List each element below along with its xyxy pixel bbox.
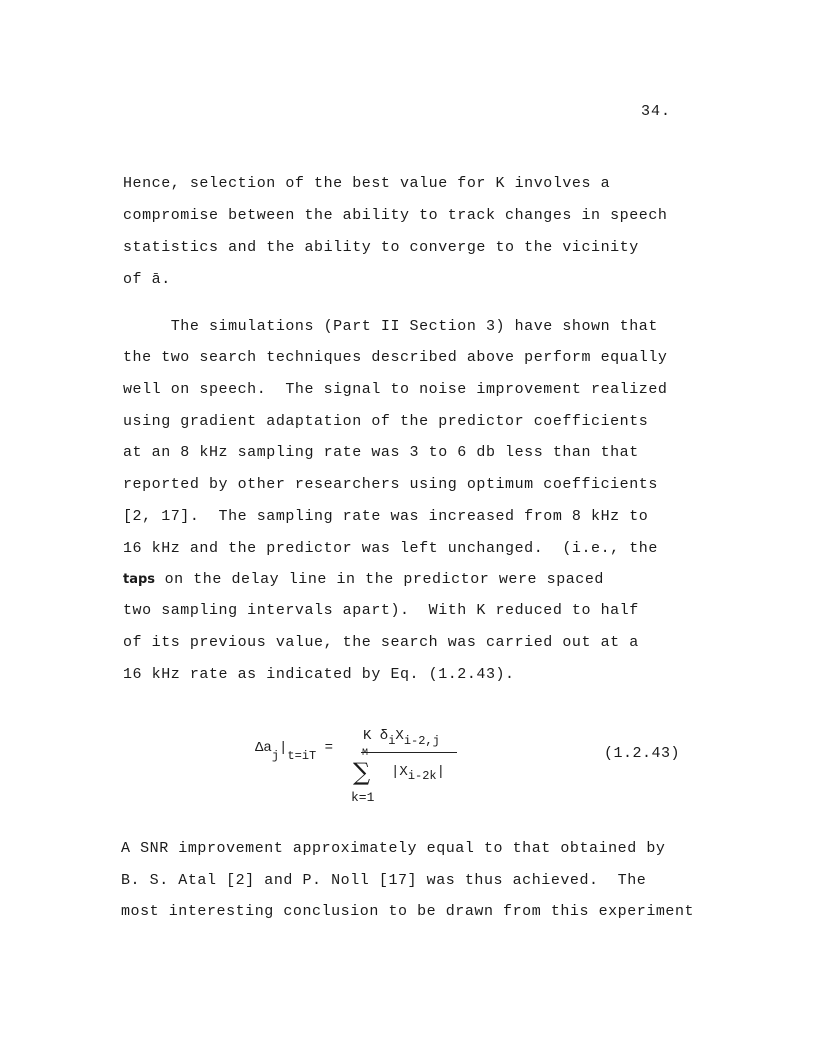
text-line-rest: on the delay line in the predictor were spaced: [155, 571, 604, 588]
equation-denominator: [391, 764, 446, 783]
sigma-icon: ∑: [353, 758, 371, 786]
text-line: the two search techniques described above perform equally: [123, 349, 668, 366]
text-line: two sampling intervals apart). With K reduced to half: [123, 602, 639, 619]
bold-word-taps: taps: [123, 572, 156, 587]
equation-1-2-43: [255, 728, 695, 812]
text-line: at an 8 kHz sampling rate was 3 to 6 db less than that: [123, 444, 639, 461]
text-line: B. S. Atal [2] and P. Noll [17] was thus achieved. The: [121, 872, 647, 889]
denominator-x: |X: [391, 764, 408, 780]
text-line: well on speech. The signal to noise improvement realized: [123, 381, 668, 398]
numerator-subscript-i: i: [388, 734, 396, 748]
page-number: 34.: [641, 103, 672, 120]
equation-number: (1.2.43): [604, 745, 681, 762]
denominator-subscript: i-2k: [407, 769, 437, 783]
text-line: most interesting conclusion to be drawn from this experiment: [121, 903, 695, 920]
numerator-k-delta: K δ: [363, 728, 389, 744]
sum-upper-limit: M: [362, 748, 369, 759]
text-line: The simulations (Part II Section 3) have shown that: [123, 318, 658, 335]
subscript-j: j: [271, 749, 280, 763]
text-line: [123, 570, 604, 590]
text-line: of ā.: [123, 271, 171, 288]
sum-lower-limit: k=1: [351, 790, 375, 805]
text-line: Hence, selection of the best value for K involves a: [123, 175, 611, 192]
evaluation-bar: |: [279, 740, 288, 756]
fraction-bar: [361, 752, 457, 753]
equation-numerator: [363, 728, 440, 748]
numerator-subscript: i-2,j: [403, 734, 440, 748]
equation-lhs: [255, 740, 334, 763]
text-line: [2, 17]. The sampling rate was increased from 8 kHz to: [123, 508, 649, 525]
subscript-t: t=iT: [287, 749, 317, 763]
text-line: compromise between the ability to track changes in speech: [123, 207, 668, 224]
denominator-close-bar: |: [436, 764, 446, 780]
text-line: using gradient adaptation of the predictor coefficients: [123, 413, 649, 430]
delta-a: Δa: [255, 740, 272, 756]
numerator-x: X: [395, 728, 404, 744]
text-line: statistics and the ability to converge to the vicinity: [123, 239, 639, 256]
text-line: reported by other researchers using optimum coefficients: [123, 476, 658, 493]
text-line: 16 kHz and the predictor was left unchanged. (i.e., the: [123, 540, 658, 557]
text-line: 16 kHz rate as indicated by Eq. (1.2.43).: [123, 666, 515, 683]
equals-sign: =: [324, 740, 334, 756]
text-line: A SNR improvement approximately equal to that obtained by: [121, 840, 666, 857]
text-line: of its previous value, the search was carried out at a: [123, 634, 639, 651]
